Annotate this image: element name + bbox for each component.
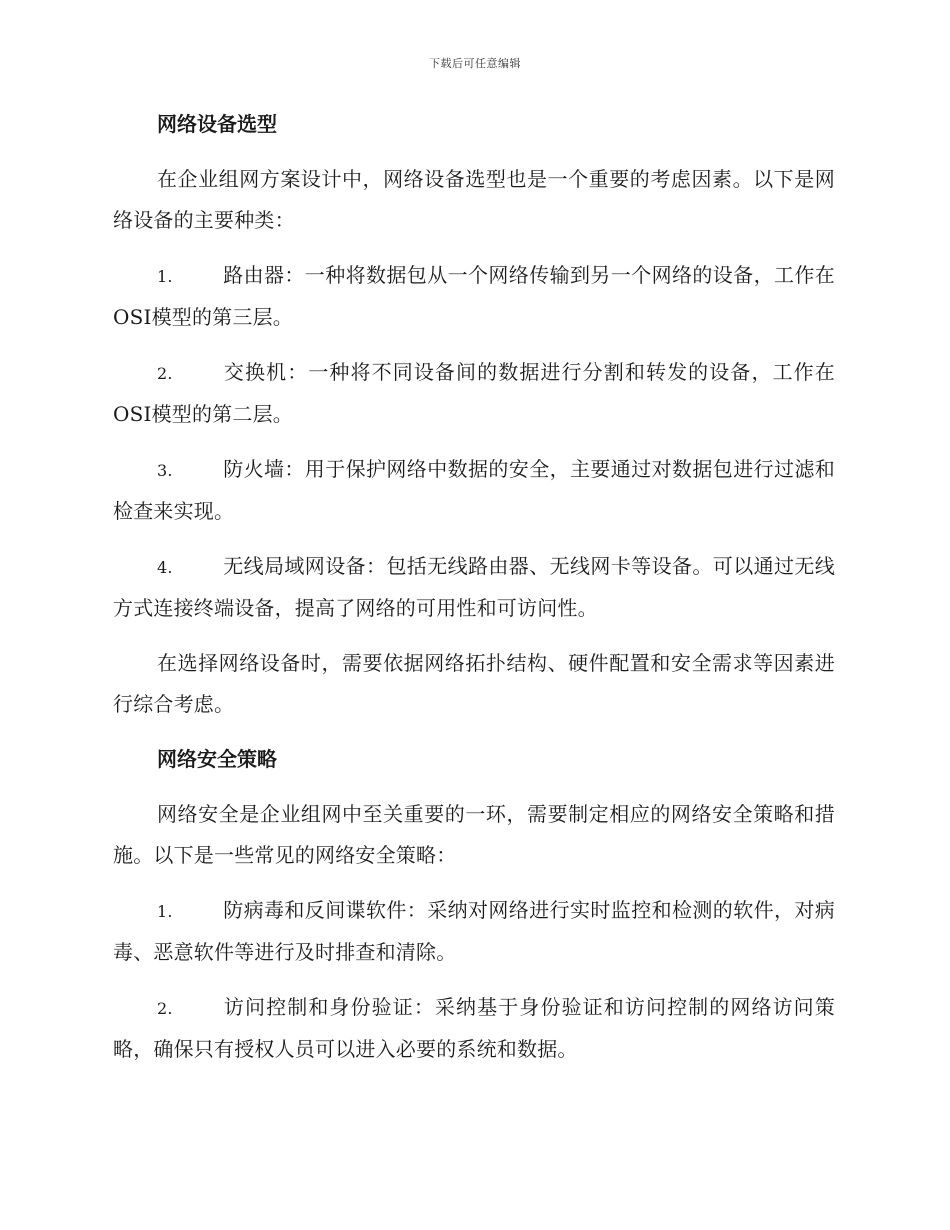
section-heading-device-selection: 网络设备选型 — [157, 112, 277, 136]
list-item-text: 防病毒和反间谍软件：采纳对网络进行实时监控和检测的软件，对病毒、恶意软件等进行及时排查和清除。 — [113, 898, 835, 964]
section-outro-paragraph: 在选择网络设备时，需要依据网络拓扑结构、硬件配置和安全需求等因素进行综合考虑。 — [113, 651, 835, 716]
list-item-number: 1. — [157, 902, 173, 921]
list-item-text: 交换机：一种将不同设备间的数据进行分割和转发的设备，工作在OSI模型的第二层。 — [113, 360, 835, 426]
section-intro-paragraph: 网络安全是企业组网中至关重要的一环，需要制定相应的网络安全策略和措施。以下是一些常见的网络安全策略： — [113, 802, 835, 867]
list-item — [113, 255, 835, 338]
page-header: 下载后可任意编辑 — [429, 57, 521, 70]
list-item — [113, 987, 835, 1070]
list-item-number: 2. — [157, 364, 173, 383]
list-item-text: 防火墙：用于保护网络中数据的安全，主要通过对数据包进行过滤和检查来实现。 — [113, 457, 835, 523]
document-body — [113, 104, 835, 1084]
list-item-number: 3. — [157, 461, 173, 480]
list-item-number: 1. — [157, 267, 173, 286]
list-item — [113, 546, 835, 629]
list-item — [113, 890, 835, 973]
section-intro-paragraph: 在企业组网方案设计中，网络设备选型也是一个重要的考虑因素。以下是网络设备的主要种类： — [113, 167, 835, 232]
list-item — [113, 449, 835, 532]
section-heading-security-policy: 网络安全策略 — [157, 747, 277, 771]
list-item — [113, 352, 835, 435]
list-item-text: 访问控制和身份验证：采纳基于身份验证和访问控制的网络访问策略，确保只有授权人员可以进入必要的系统和数据。 — [113, 995, 835, 1061]
list-item-number: 2. — [157, 999, 173, 1018]
list-item-text: 路由器：一种将数据包从一个网络传输到另一个网络的设备，工作在OSI模型的第三层。 — [113, 263, 835, 329]
list-item-number: 4. — [157, 558, 173, 577]
list-item-text: 无线局域网设备：包括无线路由器、无线网卡等设备。可以通过无线方式连接终端设备，提高了网络的可用性和可访问性。 — [113, 554, 835, 620]
